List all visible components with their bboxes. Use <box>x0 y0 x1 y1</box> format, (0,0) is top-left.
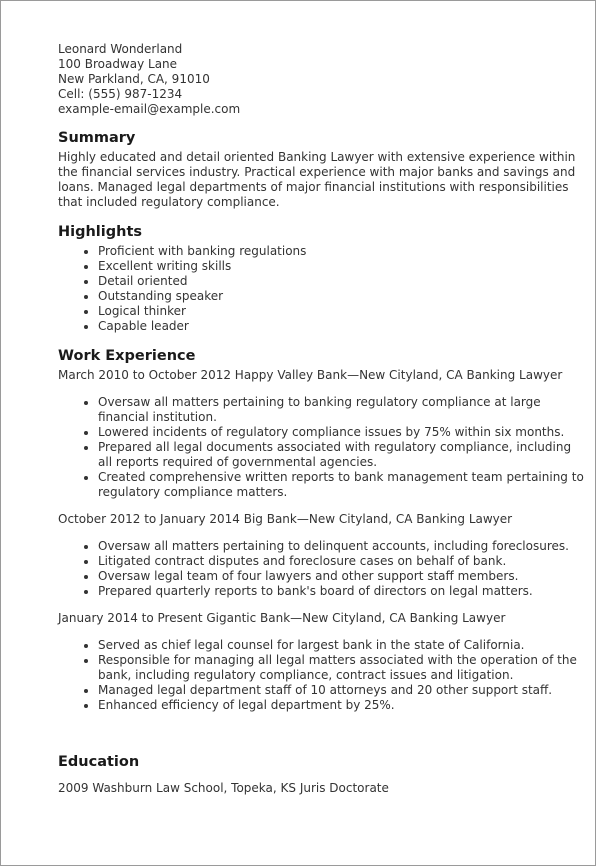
list-item: • Managed legal department staff of 10 attorneys and 20 other support staff. <box>98 683 588 698</box>
contact-cell: Cell: (555) 987-1234 <box>58 87 183 101</box>
contact-name: Leonard Wonderland <box>58 42 183 56</box>
work-heading: Work Experience <box>58 348 196 364</box>
list-item: • Enhanced efficiency of legal department by 25%. <box>98 698 588 713</box>
list-item: • Excellent writing skills <box>98 259 581 274</box>
list-item: • Oversaw all matters pertaining to delinquent accounts, including foreclosures. <box>98 539 588 554</box>
contact-email: example-email@example.com <box>58 102 241 116</box>
list-item: • Responsible for managing all legal matters associated with the operation of the bank, including regulatory compliance, contract issues and litigation. <box>98 653 588 683</box>
list-item: • Logical thinker <box>98 304 581 319</box>
list-item: • Prepared all legal documents associated with regulatory compliance, including all reports required of governmental agencies. <box>98 440 588 470</box>
resume-content <box>58 42 584 796</box>
list-item: • Served as chief legal counsel for largest bank in the state of California. <box>98 638 588 653</box>
job-header: March 2010 to October 2012 Happy Valley Bank—New Cityland, CA Banking Lawyer <box>58 368 563 382</box>
summary-heading: Summary <box>58 130 136 146</box>
list-item: • Created comprehensive written reports to bank management team pertaining to regulatory compliance matters. <box>98 470 588 500</box>
job-bullets <box>58 638 588 713</box>
list-item: • Proficient with banking regulations <box>98 244 581 259</box>
list-item: • Litigated contract disputes and foreclosure cases on behalf of bank. <box>98 554 588 569</box>
list-item: • Oversaw legal team of four lawyers and other support staff members. <box>98 569 588 584</box>
list-item: • Outstanding speaker <box>98 289 581 304</box>
contact-street: 100 Broadway Lane <box>58 57 178 71</box>
job-bullets <box>58 539 588 599</box>
job-header: January 2014 to Present Gigantic Bank—New Cityland, CA Banking Lawyer <box>58 611 506 625</box>
highlights-heading: Highlights <box>58 224 143 240</box>
summary-text: Highly educated and detail oriented Banking Lawyer with extensive experience within the financial services industry. Practical experience with major banks and savings and loans. Managed legal departments of major financial institutions with responsibilities that included regulatory compliance. <box>58 150 576 209</box>
education-heading: Education <box>58 754 140 770</box>
highlights-list <box>58 244 581 334</box>
list-item: • Detail oriented <box>98 274 581 289</box>
contact-city: New Parkland, CA, 91010 <box>58 72 210 86</box>
list-item: • Lowered incidents of regulatory compliance issues by 75% within six months. <box>98 425 588 440</box>
list-item: • Prepared quarterly reports to bank's board of directors on legal matters. <box>98 584 588 599</box>
list-item: • Capable leader <box>98 319 581 334</box>
job-bullets <box>58 395 588 500</box>
list-item: • Oversaw all matters pertaining to banking regulatory compliance at large financial institution. <box>98 395 588 425</box>
job-header: October 2012 to January 2014 Big Bank—New Cityland, CA Banking Lawyer <box>58 512 513 526</box>
contact-block <box>58 42 581 117</box>
education-entry: 2009 Washburn Law School, Topeka, KS Juris Doctorate <box>58 781 389 795</box>
